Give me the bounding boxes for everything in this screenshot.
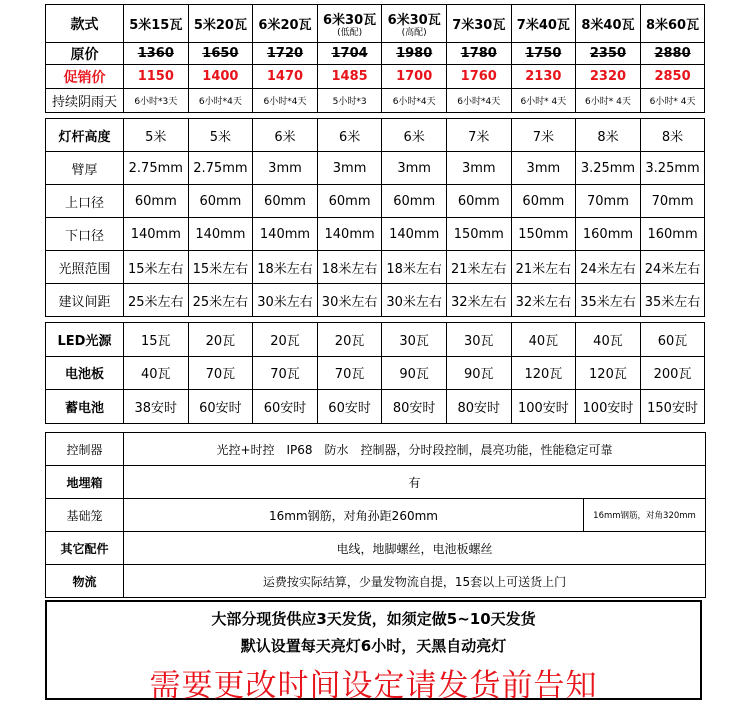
rain-days: 6小时* 4天 [640, 89, 705, 113]
model-cell: 6米20瓦 [253, 5, 318, 43]
spec-value: 60mm [382, 185, 447, 218]
spec-value: 35米左右 [640, 284, 705, 317]
model-label: 款式 [46, 5, 124, 43]
spec-value: 70mm [576, 185, 641, 218]
spec-value: 7米 [511, 119, 576, 152]
spec-label: 蓄电池 [46, 390, 124, 424]
spec-value: 80安时 [446, 390, 511, 424]
spec-value: 200瓦 [640, 356, 705, 390]
other-parts-label: 其它配件 [46, 532, 124, 565]
model-cell: 8米60瓦 [640, 5, 705, 43]
spec-value: 140mm [253, 218, 318, 251]
spec-label: 臂厚 [46, 152, 124, 185]
spec-label: 灯杆高度 [46, 119, 124, 152]
spec-value: 3mm [446, 152, 511, 185]
spec-value: 6米 [253, 119, 318, 152]
spec-value: 150mm [511, 218, 576, 251]
controller-value: 光控+时控 IP68 防水 控制器，分时段控制，晨亮功能，性能稳定可靠 [124, 433, 706, 466]
spec-value: 40瓦 [124, 356, 189, 390]
spec-value: 60mm [511, 185, 576, 218]
spec-row [46, 119, 705, 152]
promo-price: 1485 [317, 65, 382, 89]
spec-row [46, 218, 705, 251]
spec-value: 160mm [640, 218, 705, 251]
spec-row [46, 390, 705, 424]
logistics-value: 运费按实际结算，少量发物流自提，15套以上可送货上门 [124, 565, 706, 598]
spec-value: 32米左右 [511, 284, 576, 317]
promo-price: 2320 [576, 65, 641, 89]
spec-label: 下口径 [46, 218, 124, 251]
original-price: 1980 [382, 43, 447, 65]
spec-row [46, 251, 705, 284]
spec-value: 6米 [317, 119, 382, 152]
electrical-spec-table [45, 322, 705, 424]
promo-price: 1150 [124, 65, 189, 89]
spec-value: 18米左右 [253, 251, 318, 284]
accessory-table [45, 432, 706, 598]
spec-value: 24米左右 [640, 251, 705, 284]
model-cell: 7米30瓦 [446, 5, 511, 43]
original-price: 1720 [253, 43, 318, 65]
promo-price-row [46, 65, 705, 89]
spec-value: 140mm [124, 218, 189, 251]
other-parts-value: 电线，地脚螺丝，电池板螺丝 [124, 532, 706, 565]
spec-value: 30米左右 [253, 284, 318, 317]
spec-value: 140mm [317, 218, 382, 251]
spec-value: 30瓦 [446, 323, 511, 357]
spec-value: 6米 [382, 119, 447, 152]
spec-value: 8米 [576, 119, 641, 152]
spec-value: 15米左右 [124, 251, 189, 284]
spec-value: 160mm [576, 218, 641, 251]
spec-value: 150安时 [640, 390, 705, 424]
spec-row [46, 323, 705, 357]
spec-value: 20瓦 [253, 323, 318, 357]
spec-value: 120瓦 [576, 356, 641, 390]
price-table [45, 4, 705, 113]
pole-spec-table [45, 118, 705, 317]
spec-value: 15瓦 [124, 323, 189, 357]
rain-days: 6小时*4天 [446, 89, 511, 113]
rain-days: 6小时* 4天 [511, 89, 576, 113]
spec-value: 20瓦 [317, 323, 382, 357]
spec-value: 40瓦 [576, 323, 641, 357]
spec-value: 120瓦 [511, 356, 576, 390]
rain-days-row [46, 89, 705, 113]
spec-value: 60安时 [253, 390, 318, 424]
model-row [46, 5, 705, 43]
promo-price: 1470 [253, 65, 318, 89]
spec-row [46, 356, 705, 390]
original-price: 1750 [511, 43, 576, 65]
spec-value: 18米左右 [317, 251, 382, 284]
promo-price: 1400 [188, 65, 253, 89]
notice-change-warning: 需要更改时间设定请发货前告知 [149, 668, 598, 704]
foundation-cage-row [46, 499, 706, 532]
spec-value: 3mm [317, 152, 382, 185]
spec-value: 70瓦 [188, 356, 253, 390]
junction-box-row [46, 466, 706, 499]
spec-value: 38安时 [124, 390, 189, 424]
original-price: 1650 [188, 43, 253, 65]
spec-value: 18米左右 [382, 251, 447, 284]
original-price: 1360 [124, 43, 189, 65]
model-cell: 5米20瓦 [188, 5, 253, 43]
spec-value: 3.25mm [576, 152, 641, 185]
spec-value: 40瓦 [511, 323, 576, 357]
model-note: (高配) [401, 28, 427, 38]
original-price-label: 原价 [46, 43, 124, 65]
spec-value: 3mm [511, 152, 576, 185]
spec-value: 90瓦 [382, 356, 447, 390]
controller-row [46, 433, 706, 466]
spec-value: 2.75mm [188, 152, 253, 185]
spec-value: 21米左右 [511, 251, 576, 284]
spec-value: 60mm [317, 185, 382, 218]
spec-value: 140mm [382, 218, 447, 251]
spec-label: 电池板 [46, 356, 124, 390]
notice-default-setting: 默认设置每天亮灯6小时，天黑自动亮灯 [240, 637, 507, 655]
spec-value: 30瓦 [382, 323, 447, 357]
spec-value: 60安时 [188, 390, 253, 424]
model-cell: 6米30瓦 (低配) [317, 5, 382, 43]
spec-value: 25米左右 [188, 284, 253, 317]
spec-value: 3mm [382, 152, 447, 185]
spec-value: 60瓦 [640, 323, 705, 357]
spec-value: 70瓦 [253, 356, 318, 390]
pole-spec-body [46, 119, 705, 317]
rain-days: 6小时*3天 [124, 89, 189, 113]
spec-label: 光照范围 [46, 251, 124, 284]
spec-value: 20瓦 [188, 323, 253, 357]
spec-value: 150mm [446, 218, 511, 251]
spec-row [46, 152, 705, 185]
spec-value: 70mm [640, 185, 705, 218]
spec-value: 30米左右 [317, 284, 382, 317]
foundation-cage-value-alt: 16mm钢筋，对角320mm [584, 499, 706, 532]
spec-value: 60mm [253, 185, 318, 218]
spec-value: 3mm [253, 152, 318, 185]
spec-value: 7米 [446, 119, 511, 152]
rain-days: 6小时*4天 [253, 89, 318, 113]
notice-shipping: 大部分现货供应3天发货，如须定做5~10天发货 [211, 610, 536, 628]
original-price: 2350 [576, 43, 641, 65]
spec-value: 60安时 [317, 390, 382, 424]
promo-price: 2130 [511, 65, 576, 89]
rain-days: 6小时*4天 [382, 89, 447, 113]
spec-row [46, 185, 705, 218]
rain-days-label: 持续阴雨天 [46, 89, 124, 113]
rain-days: 6小时*4天 [188, 89, 253, 113]
spec-label: 上口径 [46, 185, 124, 218]
spec-value: 35米左右 [576, 284, 641, 317]
model-cell: 7米40瓦 [511, 5, 576, 43]
spec-value: 60mm [124, 185, 189, 218]
spec-value: 3.25mm [640, 152, 705, 185]
spec-value: 5米 [188, 119, 253, 152]
controller-label: 控制器 [46, 433, 124, 466]
notice-box [45, 600, 702, 704]
promo-price: 1760 [446, 65, 511, 89]
spec-row [46, 284, 705, 317]
junction-box-value: 有 [124, 466, 706, 499]
spec-value: 30米左右 [382, 284, 447, 317]
spec-value: 15米左右 [188, 251, 253, 284]
rain-days: 6小时* 4天 [576, 89, 641, 113]
promo-price: 1700 [382, 65, 447, 89]
spec-label: 建议间距 [46, 284, 124, 317]
spec-value: 25米左右 [124, 284, 189, 317]
spec-value: 24米左右 [576, 251, 641, 284]
junction-box-label: 地埋箱 [46, 466, 124, 499]
spec-value: 60mm [446, 185, 511, 218]
spec-value: 21米左右 [446, 251, 511, 284]
foundation-cage-label: 基础笼 [46, 499, 124, 532]
original-price: 1704 [317, 43, 382, 65]
spec-value: 5米 [124, 119, 189, 152]
model-cell: 8米40瓦 [576, 5, 641, 43]
original-price-row [46, 43, 705, 65]
spec-value: 2.75mm [124, 152, 189, 185]
other-parts-row [46, 532, 706, 565]
spec-value: 100安时 [511, 390, 576, 424]
spec-value: 140mm [188, 218, 253, 251]
rain-days: 5小时*3 [317, 89, 382, 113]
original-price: 1780 [446, 43, 511, 65]
spec-value: 60mm [188, 185, 253, 218]
spec-value: 70瓦 [317, 356, 382, 390]
spec-value: 8米 [640, 119, 705, 152]
model-note: (低配) [337, 28, 363, 38]
foundation-cage-value: 16mm钢筋，对角孙距260mm [124, 499, 584, 532]
spec-label: LED光源 [46, 323, 124, 357]
model-cell: 6米30瓦 (高配) [382, 5, 447, 43]
promo-price-label: 促销价 [46, 65, 124, 89]
promo-price: 2850 [640, 65, 705, 89]
electrical-spec-body [46, 323, 705, 424]
spec-value: 80安时 [382, 390, 447, 424]
logistics-row [46, 565, 706, 598]
spec-value: 90瓦 [446, 356, 511, 390]
logistics-label: 物流 [46, 565, 124, 598]
spec-value: 32米左右 [446, 284, 511, 317]
original-price: 2880 [640, 43, 705, 65]
model-cell: 5米15瓦 [124, 5, 189, 43]
spec-value: 100安时 [576, 390, 641, 424]
